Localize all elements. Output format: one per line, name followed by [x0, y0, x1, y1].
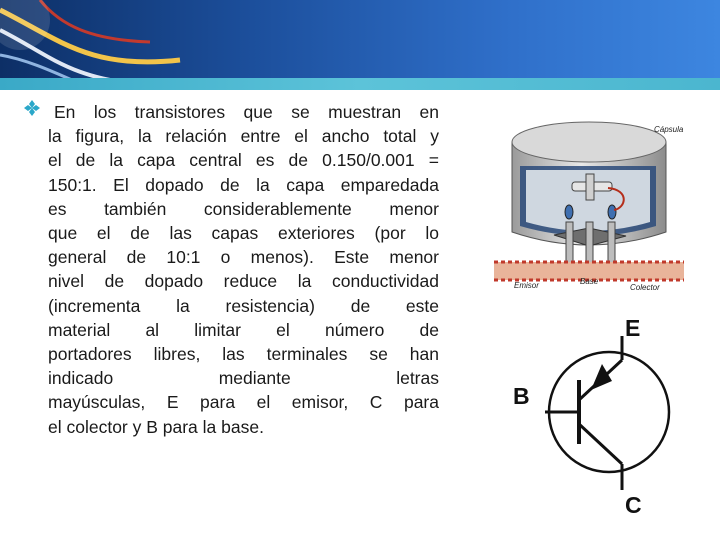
transistor-cutaway-figure: [494, 110, 684, 306]
collector-lead: [579, 424, 622, 464]
paragraph-line: la figura, la relación entre el ancho total y: [48, 126, 439, 147]
paragraph-line: 150:1. El dopado de la capa emparedada: [48, 174, 439, 195]
base-letter: B: [513, 383, 530, 409]
emitter-letter: E: [625, 315, 641, 341]
banner-stripe: [0, 78, 720, 90]
body-paragraph: [24, 100, 439, 439]
paragraph-line: mayúsculas, E para el emisor, C para: [48, 392, 439, 413]
paragraph-line: el de la capa central es de 0.150/0.001 =: [48, 150, 439, 171]
slide-body: [24, 100, 439, 439]
paragraph-line: indicado mediante letras: [48, 368, 439, 389]
paragraph-line: que el de las capas exteriores (por lo: [48, 223, 439, 244]
banner-decoration: [0, 0, 720, 90]
collector-letter: C: [625, 492, 642, 518]
capsule-label: Cápsula: [654, 125, 684, 134]
emitter-arrow-icon: [591, 364, 612, 390]
paragraph-line: es también considerablemente menor: [48, 198, 439, 219]
pnp-transistor-symbol: [505, 308, 675, 520]
diamond-bullet-icon: [24, 100, 40, 116]
base-photo-label: Base: [580, 277, 599, 286]
emitter-photo-label: Emisor: [514, 281, 539, 290]
paragraph-line: el colector y B para la base.: [48, 416, 264, 437]
header-banner: [0, 0, 720, 90]
paragraph-line: En los transistores que se muestran en: [54, 102, 439, 122]
paragraph-line: general de 10:1 o menos). Este menor: [48, 247, 439, 268]
paragraph-line: nivel de dopado reduce la conductividad: [48, 271, 439, 292]
paragraph-line: material al limitar el número de: [48, 319, 439, 340]
collector-photo-label: Colector: [630, 283, 660, 292]
paragraph-line: (incrementa la resistencia) de este: [48, 295, 439, 316]
paragraph-line: portadores libres, las terminales se han: [48, 344, 439, 365]
